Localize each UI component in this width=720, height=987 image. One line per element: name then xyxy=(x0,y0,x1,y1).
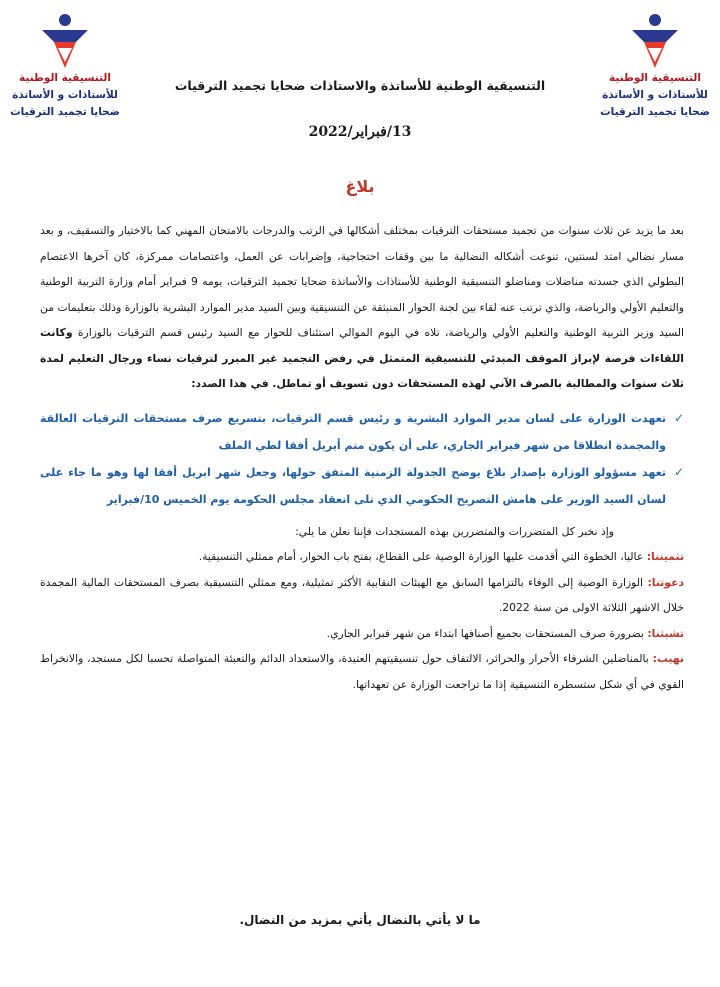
point-appreciation xyxy=(40,544,684,570)
intro-bold-text: وكانت اللقاءات فرصة لإبراز الموقف المبدئي للتنسيقية المتمثل في رفض التجميد غير المبرر لترقيات نساء ورجال التعليم لمدة ثلاث سنوات والمطالبة بالصرف الآني لهذه المستحقات دون تسويف أو تماطل. في هذا الصدد: xyxy=(40,326,684,390)
point-insistence xyxy=(40,621,684,647)
point-label: تشبثنا: xyxy=(647,626,684,640)
point-call xyxy=(40,570,684,621)
intro-paragraph xyxy=(40,218,684,397)
point-appeal xyxy=(40,646,684,697)
list-item xyxy=(40,459,684,513)
logo-right xyxy=(596,12,714,121)
commitments-list xyxy=(40,405,684,513)
list-item xyxy=(40,405,684,459)
point-label: دعوتنا: xyxy=(647,575,684,589)
point-text: عاليا، الخطوة التي أقدمت عليها الوزارة الوصية على القطاع، بفتح باب الحوار، أمام ممثلي التنسيقية. xyxy=(198,550,647,563)
logo-line-1: التنسيقية الوطنية xyxy=(19,72,111,84)
header-title: التنسيقية الوطنية للأساتذة والاستاذات ضحايا تجميد الترقيات xyxy=(174,78,546,93)
checkmark-icon: ✓ xyxy=(673,464,684,479)
document-body xyxy=(40,218,684,697)
closing-slogan: ما لا يأتي بالنضال يأتي بمزيد من النضال. xyxy=(239,913,481,927)
logo-line-2: للأستاذات و الأساتذة xyxy=(602,89,708,101)
coordination-logo-icon xyxy=(626,12,684,70)
logo-line-3: ضحايا تجميد الترقيات xyxy=(600,106,710,118)
point-text: الوزارة الوصية إلى الوفاء بالتزامها السابق مع الهيئات النقابية الأكثر تمثيلية، ومع ممثلي التنسيقية بصرف المستحقات المالية المجمدة خلال الاشهر الثلاثة الاولى من سنة 2022. xyxy=(40,575,684,614)
coordination-logo-icon xyxy=(36,12,94,70)
logo-line-2: للأستاذات و الأساتذة xyxy=(12,89,118,101)
commitment-text: تعهدت الوزارة على لسان مدير الموارد البشرية و رئيس قسم الترقيات، بتسريع صرف مستحقات الترقيات العالقة والمجمدة انطلاقا من شهر فبراير الجاري، على أن يكون متم أبريل أفقا لطي الملف xyxy=(40,411,666,452)
checkmark-icon: ✓ xyxy=(673,410,684,425)
point-text: بالمناضلين الشرفاء الأحرار والحرائر، الالتفاف حول تنسيقيتهم العتيدة، والاستعداد الدائم والتعبئة المتواصلة تحسبا لكل مستجد، والانخراط القوي في أي شكل ستسطره التنسيقية إذا ما تراجعت الوزارة عن تعهداتها. xyxy=(40,652,684,691)
logo-left xyxy=(6,12,124,121)
intro-text: بعد ما يزيد عن ثلاث سنوات من تجميد مستحقات الترقيات بمختلف أشكالها في الرتب والدرجات بالامتحان المهني كما بالاختيار والتسقيف، و بعد مسار نضالي امتد لسنتين، تنوعت أشكاله النضالية ما بين وقفات احتجاجية، وإضرابات عن العمل، واعتصامات ممركزة، كان آخرها الاعتصام البطولي الذي جسدته مناضلات ومناضلو التنسيقية الوطنية للأستاذات والأساتذة ضحايا تجميد الترقيات، يومه 9 فبراير أمام وزارة التربية الوطنية والتعليم الأولي والرياضة، والذي ترتب عنه لقاء بين لجنة الحوار المنبثقة عن التنسيقية وبين السيد مدير الموارد البشرية بالوزارة وذلك بتعليمات من السيد وزير التربية الوطنية والتعليم الأولي والرياضة، تلاه في اليوم الموالي استئناف للحوار مع السيد رئيس قسم الترقيات بالوزارة xyxy=(40,224,684,339)
point-text: بضرورة صرف المستحقات بجميع أصنافها ابتداء من شهر فبراير الجاري. xyxy=(326,626,648,640)
commitment-text: تعهد مسؤولو الوزارة بإصدار بلاغ يوضح الجدولة الزمنية المتفق حولها، وجعل شهر ابريل أفقا لها وهو ما جاء على لسان السيد الوزير على هامش التصريح الحكومي الذي تلى انعقاد مجلس الحكومة يوم الخميس 10/فبراير xyxy=(40,465,666,506)
header-date: 13/فبراير/2022 xyxy=(308,124,412,140)
logo-line-3: ضحايا تجميد الترقيات xyxy=(10,106,120,118)
point-label: تثميننا: xyxy=(646,550,684,563)
document-title: بلاغ xyxy=(345,177,375,196)
inform-paragraph: وإذ نخبر كل المتضررات والمتضررين بهذه المستجدات فإننا نعلن ما يلي: xyxy=(295,524,614,538)
logo-line-1: التنسيقية الوطنية xyxy=(609,72,701,84)
point-label: نهيب: xyxy=(652,652,684,665)
